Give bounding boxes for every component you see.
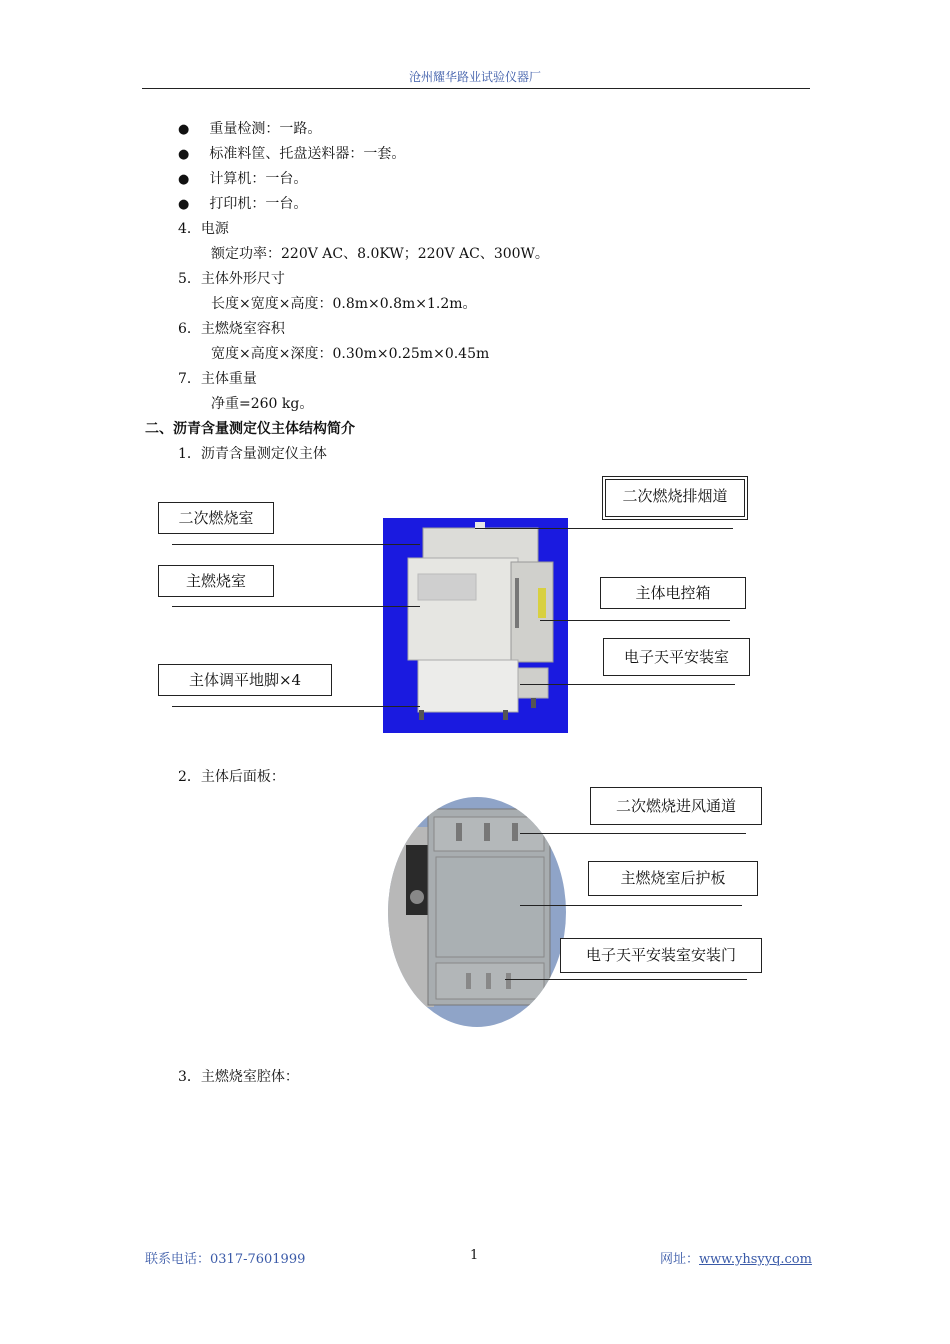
spec-value-power: 额定功率：220V AC、8.0KW；220V AC、300W。 [211,246,549,262]
spec-value-volume: 宽度×高度×深度：0.30m×0.25m×0.45m [211,346,490,362]
leader-line [172,544,420,545]
list-item-text: 计算机：一台。 [209,171,308,187]
website-link[interactable]: www.yhsyyq.com [699,1252,812,1267]
leader-line [520,684,735,685]
leader-line [520,905,742,906]
list-item-text: 打印机：一台。 [209,196,308,212]
label-main-chamber: 主燃烧室 [158,565,274,597]
footer-website-label: 网址： [660,1252,700,1267]
footer-website [660,1248,812,1267]
label-leveling-feet: 主体调平地脚×4 [158,664,332,696]
label-exhaust: 二次燃烧排烟道 [602,476,748,520]
spec-title-volume: 6．主燃烧室容积 [178,321,285,337]
spec-title-weight: 7．主体重量 [178,371,257,387]
header-divider [142,88,810,89]
label-rear-guard: 主燃烧室后护板 [588,861,758,896]
leader-line [475,528,733,529]
leader-line [172,606,420,607]
label-control-box: 主体电控箱 [600,577,746,609]
list-item: ● 打印机：一台。 [178,196,308,212]
spec-title-power: 4．电源 [178,221,229,237]
spec-value-weight: 净重=260 kg。 [211,396,314,412]
spec-value-size: 长度×宽度×高度：0.8m×0.8m×1.2m。 [211,296,477,312]
machine-rear-photo [388,797,566,1027]
leader-line [172,706,420,707]
footer-phone: 联系电话：0317-7601999 [145,1252,306,1267]
subsection-title: 2．主体后面板： [178,769,285,785]
label-secondary-chamber: 二次燃烧室 [158,502,274,534]
list-item: ● 标准料筐、托盘送料器：一套。 [178,146,406,162]
label-balance-room: 电子天平安装室 [603,638,750,676]
subsection-title: 1．沥青含量测定仪主体 [178,446,327,462]
list-item-text: 重量检测：一路。 [209,121,322,137]
section-heading: 二、沥青含量测定仪主体结构简介 [145,421,355,437]
list-item: ● 计算机：一台。 [178,171,308,187]
list-item: ● 重量检测：一路。 [178,121,322,137]
machine-front-photo [383,518,568,733]
label-air-inlet: 二次燃烧进风通道 [590,787,762,825]
subsection-title: 3．主燃烧室腔体： [178,1069,299,1085]
leader-line [505,979,747,980]
leader-line [540,620,730,621]
page-header: 沧州耀华路业试验仪器厂 [408,70,541,84]
footer-page-number: 1 [470,1248,479,1263]
leader-line [520,833,746,834]
list-item-text: 标准料筐、托盘送料器：一套。 [209,146,406,162]
label-balance-door: 电子天平安装室安装门 [560,938,762,973]
spec-title-size: 5．主体外形尺寸 [178,271,285,287]
